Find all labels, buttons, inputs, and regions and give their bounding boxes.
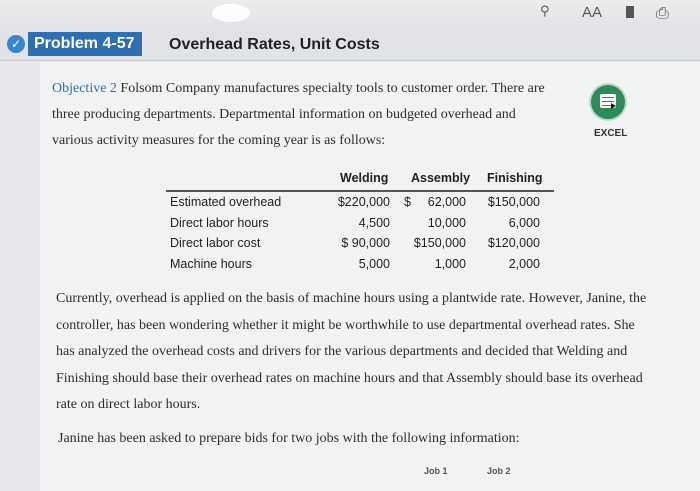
col-header-finishing: Finishing <box>487 171 543 185</box>
paragraph-line: controller, has been wondering whether it might be worthwhile to use departmental overhead rates. She <box>56 317 635 333</box>
department-table <box>166 168 554 274</box>
excel-icon[interactable] <box>591 85 625 119</box>
row-label: Machine hours <box>170 256 252 271</box>
intro-paragraph <box>52 76 572 154</box>
assembly-value: 1,000 <box>434 256 466 271</box>
assembly-value: 10,000 <box>427 215 466 230</box>
accessibility-icon[interactable]: ⚲ <box>540 4 550 19</box>
finishing-value: $150,000 <box>487 195 540 209</box>
row-label: Direct labor hours <box>170 215 269 230</box>
intro-line: Folsom Company manufactures specialty tools to customer order. There are <box>120 81 545 96</box>
job1-header-partial: Job 1 <box>424 466 448 476</box>
table-row <box>166 233 554 254</box>
paragraph-line: has analyzed the overhead costs and drivers for the various departments and decided that Welding and <box>56 344 628 359</box>
problem-header <box>0 30 700 61</box>
assembly-value: 62,000 <box>427 195 466 209</box>
cursor-icon <box>611 103 616 109</box>
text-size-button[interactable]: AA <box>582 4 603 21</box>
app-toolbar <box>0 0 700 30</box>
welding-value: 5,000 <box>358 256 390 271</box>
finishing-value: 2,000 <box>508 256 540 271</box>
finishing-value: 6,000 <box>508 215 540 230</box>
table-row <box>166 192 554 213</box>
job2-header-partial: Job 2 <box>487 466 511 476</box>
bids-paragraph <box>58 426 658 452</box>
screen-glare <box>212 4 250 22</box>
intro-line: three producing departments. Departmental information on budgeted overhead and <box>52 107 516 122</box>
welding-value: 4,500 <box>358 215 390 230</box>
paragraph-line: Janine has been asked to prepare bids for two jobs with the following information: <box>58 431 520 446</box>
paragraph-line: Finishing should base their overhead rates on machine hours and that Assembly should base its overhead <box>56 370 643 386</box>
col-header-welding: Welding <box>340 171 389 185</box>
assembly-dollar-sign: $ <box>404 195 411 209</box>
table-header <box>166 168 554 192</box>
excel-label[interactable]: EXCEL <box>594 128 628 139</box>
bookmark-icon[interactable] <box>626 6 634 18</box>
intro-line: various activity measures for the coming year is as follows: <box>52 133 386 148</box>
paragraph-line: rate on direct labor hours. <box>56 397 201 412</box>
print-icon[interactable]: ⎙ <box>656 3 669 22</box>
paragraph-line: Currently, overhead is applied on the basis of machine hours using a plantwide rate. However, Janine, the <box>56 291 647 306</box>
check-circle-icon: ✓ <box>7 35 25 53</box>
row-label: Direct labor cost <box>170 236 261 250</box>
table-row <box>166 213 554 234</box>
assembly-value: $150,000 <box>413 236 466 250</box>
finishing-value: $120,000 <box>487 236 540 250</box>
problem-number: Problem 4-57 <box>28 32 142 56</box>
objective-label: Objective 2 <box>52 81 117 96</box>
overhead-paragraph <box>56 286 676 419</box>
table-row <box>166 254 554 275</box>
col-header-assembly: Assembly <box>411 171 471 185</box>
welding-value: $ 90,000 <box>341 236 390 250</box>
welding-value: $220,000 <box>337 195 390 209</box>
row-label: Estimated overhead <box>170 195 282 209</box>
problem-title: Overhead Rates, Unit Costs <box>169 36 380 53</box>
